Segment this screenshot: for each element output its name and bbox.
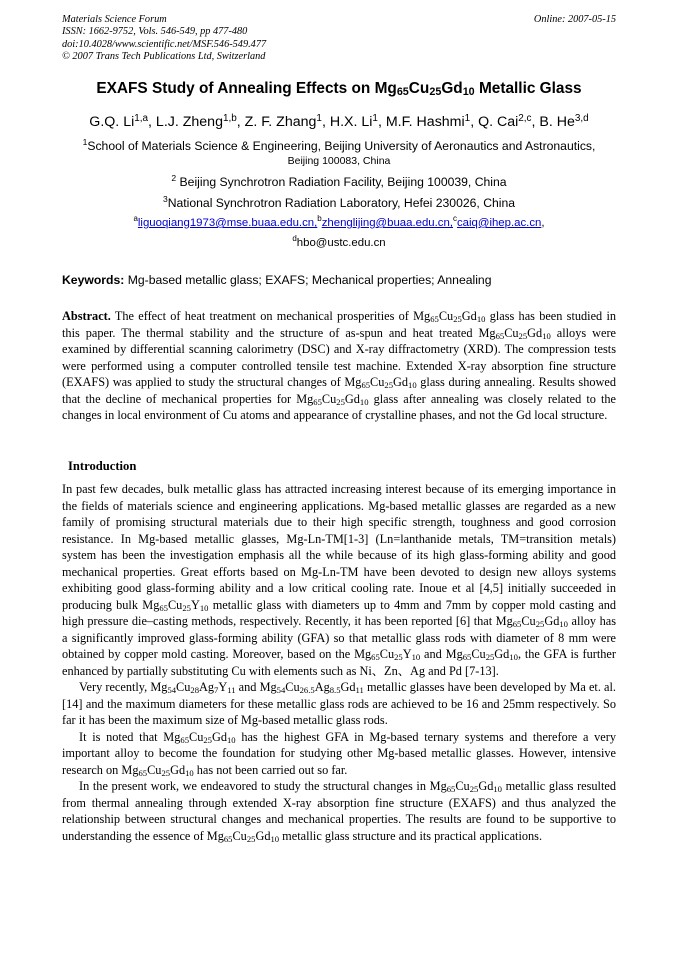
intro-paragraph-4: In the present work, we endeavored to study the structural changes in $Mg_{65}Cu_{25}Gd_{10}$ metallic glass resulted from thermal annealing through extended X-ray absorption fine structure (EXAFS) and thus analyzed the relationship between structural changes and mechanical properties. The results are found to be supportive to understanding the essence of $Mg_{65}Cu_{25}Gd_{10}$ metallic glass structure and its practical applications. — [62, 779, 616, 844]
email-link-b[interactable]: zhenglijing@buaa.edu.cn, — [321, 217, 453, 229]
affiliation-1: $^1$School of Materials Science & Engineering, Beijing University of Aeronautics and Astronautics, — [82, 137, 596, 153]
journal-name: Materials Science Forum — [62, 14, 167, 25]
keywords-label: Keywords: — [62, 273, 125, 287]
email-d: hbo@ustc.edu.cn — [296, 237, 386, 249]
author-list: G.Q. Li$^{1,a}$, L.J. Zheng$^{1,b}$, Z. F. Zhang$^1$, H.X. Li$^1$, M.F. Hashmi$^1$, Q. Cai$^{2,c}$, B. He$^{3,d}$ — [89, 113, 589, 130]
keywords — [62, 272, 616, 288]
introduction-body — [62, 481, 616, 844]
doi-line: doi:10.4028/www.scientific.net/MSF.546-549.477 — [62, 38, 267, 50]
email-link-a[interactable]: liguoqiang1973@mse.buaa.edu.cn, — [137, 217, 318, 229]
intro-paragraph-1: In past few decades, bulk metallic glass has attracted increasing interest because of its emerging importance in the fields of materials science and engineering applications. Mg-based metallic glasses are regarded as a new family of promising structural materials due to their high specific strength, toughness and good corrosion resistance. In Mg-based metallic glasses, Mg-Ln-TM[1-3] (Ln=lanthanide metals, TM=transition metals) system has been the investigation emphasis all the while because of its high glass-forming ability and good mechanical properties. Great efforts based on Mg-Ln-TM have been devoted to design new alloys systems exhibiting good glass-forming ability and a low critical cooling rate. Inoue et al [4,5] initially succeeded in producing bulk $Mg_{65}Cu_{25}Y_{10}$ metallic glass with diameters up to 4mm and 7mm by copper mold casting and high pressure die–casting methods, respectively. Recently, it has been reported [6] that $Mg_{65}Cu_{25}Gd_{10}$ alloy has a significantly improved glass-forming ability (GFA) so that metallic glass rods with diameter of 8 mm were obtained by copper mold casting. Moreover, based on the $Mg_{65}Cu_{25}Y_{10}$ and $Mg_{65}Cu_{25}Gd_{10}$, the GFA is further enhanced by partially substituting Cu with elements such as Ni、Zn、Ag and Pd [7-13]. — [62, 482, 617, 678]
affiliation-3: $^3$National Synchrotron Radiation Laboratory, Hefei 230026, China — [162, 194, 516, 210]
affiliation-1-city: Beijing 100083, China — [287, 155, 391, 167]
online-date: Online: 2007-05-15 — [533, 14, 616, 25]
keywords-text: Mg-based metallic glass; EXAFS; Mechanical properties; Annealing — [124, 273, 492, 287]
affiliation-2: $^2$ Beijing Synchrotron Radiation Facility, Beijing 100039, China — [171, 173, 507, 189]
email-line-2: $^d$hbo@ustc.edu.cn — [292, 234, 386, 249]
intro-paragraph-2: Very recently, $Mg_{54}Cu_{28}Ag_7Y_{11}$ and $Mg_{54}Cu_{26.5}Ag_{8.5}Gd_{11}$ metallic glasses have been developed by Ma et. al. [14] and the maximum diameters for these metallic glass rods are achieved to be 16 and 25mm respectively. So far it has been the maximum size of Mg-based metallic glass rods. — [62, 680, 616, 727]
paper-title: EXAFS Study of Annealing Effects on $Mg_{65}Cu_{25}Gd_{10}$ Metallic Glass — [96, 80, 582, 98]
copyright-line: © 2007 Trans Tech Publications Ltd, Switzerland — [62, 51, 266, 63]
section-heading-introduction: Introduction — [68, 459, 137, 473]
journal-header — [62, 14, 266, 64]
email-link-c[interactable]: caiq@ihep.ac.cn — [456, 217, 542, 229]
email-line-1: $^a$liguoqiang1973@mse.buaa.edu.cn,$^b$zhenglijing@buaa.edu.cn,$^c$caiq@ihep.ac.cn, — [133, 214, 545, 229]
abstract-label: Abstract. — [62, 309, 111, 323]
abstract: Abstract. The effect of heat treatment on mechanical prosperities of $Mg_{65}Cu_{25}Gd_{10}$ glass has been studied in this paper. The thermal stability and the structure of as-spun and heat treated $Mg_{65}Cu_{25}Gd_{10}$ alloys were examined by differential scanning calorimetry (DSC) and X-ray diffractometry (XRD). The compression tests were performed using a computer controlled tensile test machine. Extended X-ray absorption fine structure (EXAFS) was applied to study the structural changes of $Mg_{65}Cu_{25}Gd_{10}$ glass during annealing. Results showed that the decline of mechanical properties for $Mg_{65}Cu_{25}Gd_{10}$ glass after annealing was closely related to the changes in local environment of Cu atoms and appearance of crystalline phases, and not the Gd local structure. — [62, 309, 617, 422]
intro-paragraph-3: It is noted that $Mg_{65}Cu_{25}Gd_{10}$ has the highest GFA in Mg-based ternary systems and therefore a very important alloy to become the foundation for studying other Mg-based metallic glasses. However, intensive research on $Mg_{65}Cu_{25}Gd_{10}$ has not been carried out so far. — [62, 729, 616, 778]
issn-line: ISSN: 1662-9752, Vols. 546-549, pp 477-480 — [62, 26, 248, 38]
